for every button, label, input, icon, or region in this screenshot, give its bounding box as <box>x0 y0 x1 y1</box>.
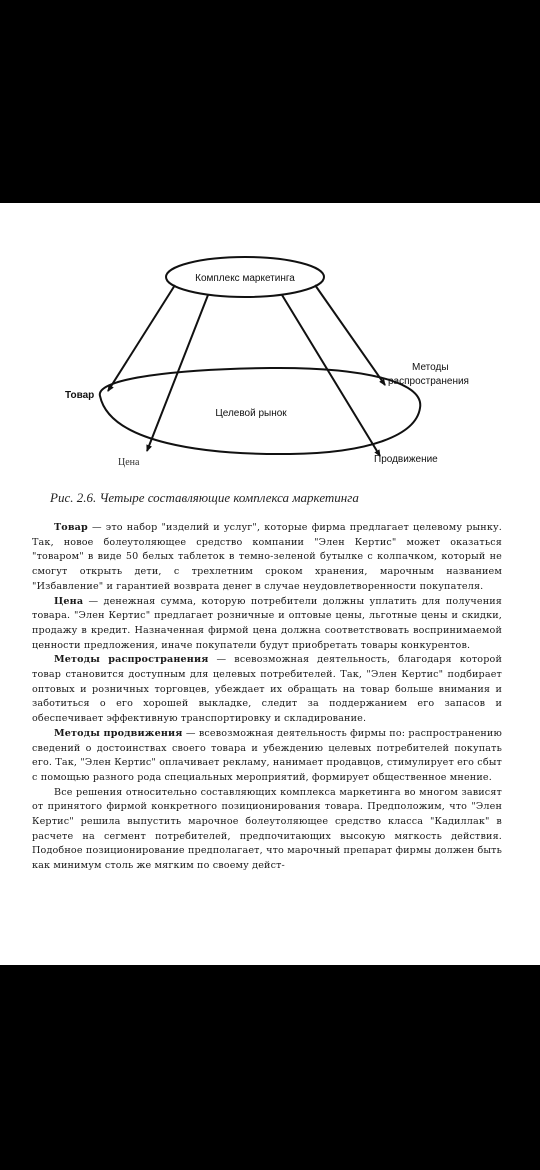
label-promotion: Продвижение <box>374 454 438 465</box>
label-target-market: Целевой рынок <box>215 408 287 419</box>
term-price: Цена <box>54 595 84 607</box>
paragraph-distribution: Методы распространения — всевозможная деятельность, благодаря которой товар становится доступным для целевых потребителей. Так, "Элен Кертис" подбирает оптовых и розничных торговцев, убеждает их обращать на товар больше внимания и заботиться о его хорошей выкладке, следит за поддержанием его запасов и обеспечивает эффективную транспортировку и складирование. <box>32 654 502 725</box>
term-distribution: Методы распространения <box>54 654 209 666</box>
paragraph-promotion: Методы продвижения — всевозможная деятельность фирмы по: распространению сведений о достоинствах своего товара и убеждению целевых потребителей покупать его. Так, "Элен Кертис" оплачивает рекламу, нанимает продавцов, стимулирует его сбыт с помощью разного рода специальных мероприятий, формирует общественное мнение. <box>32 727 502 783</box>
label-marketing-mix: Комплекс маркетинга <box>195 273 295 284</box>
marketing-mix-diagram <box>0 203 540 483</box>
arrow-to-product <box>108 285 175 391</box>
paragraph-positioning: Все решения относительно составляющих комплекса маркетинга во многом зависят от принятого фирмой конкретного позиционирования товара. Предположим, что "Элен Кертис" решила выпустить марочное болеутоляющее средство класса "Кадиллак" в расчете на сегмент потребителей, предпочитающих высокую мягкость действия. Подобное позиционирование предполагает, что марочный препарат фирмы должен быть как минимум столь же мягким по своему дейст- <box>32 786 502 872</box>
label-price: Цена <box>118 457 140 468</box>
term-product: Товар <box>54 522 88 533</box>
body-text <box>32 521 502 874</box>
label-distribution-line1: Методы <box>412 362 449 373</box>
figure-caption: Рис. 2.6. Четыре составляющие комплекса маркетинга <box>50 490 359 505</box>
arrow-to-price <box>147 295 208 451</box>
paragraph-product: Товар — это набор "изделий и услуг", которые фирма предлагает целевому рынку. Так, новое болеутоляющее средство компании "Элен Кертис" может оказаться "товаром" в виде 50 белых таблеток в темно-зеленой бутылке с колпачком, который не смогут открыть дети, с трехлетним сроком хранения, марочным названием "Избавление" и гарантией возврата денег в случае неудовлетворенности покупателя. <box>32 522 502 592</box>
paragraph-price: Цена — денежная сумма, которую потребители должны уплатить для получения товара. "Элен Кертис" предлагает розничные и оптовые цены, льготные цены и скидки, продажу в кредит. Назначенная фирмой цена должна соответствовать воспринимаемой ценности предложения, иначе покупатели будут приобретать товары конкурентов. <box>32 595 502 651</box>
label-distribution-line2: распространения <box>388 376 469 387</box>
term-promotion: Методы продвижения <box>54 727 183 739</box>
arrow-to-promotion <box>282 295 380 456</box>
book-page <box>0 203 540 965</box>
label-product: Товар <box>65 390 95 401</box>
